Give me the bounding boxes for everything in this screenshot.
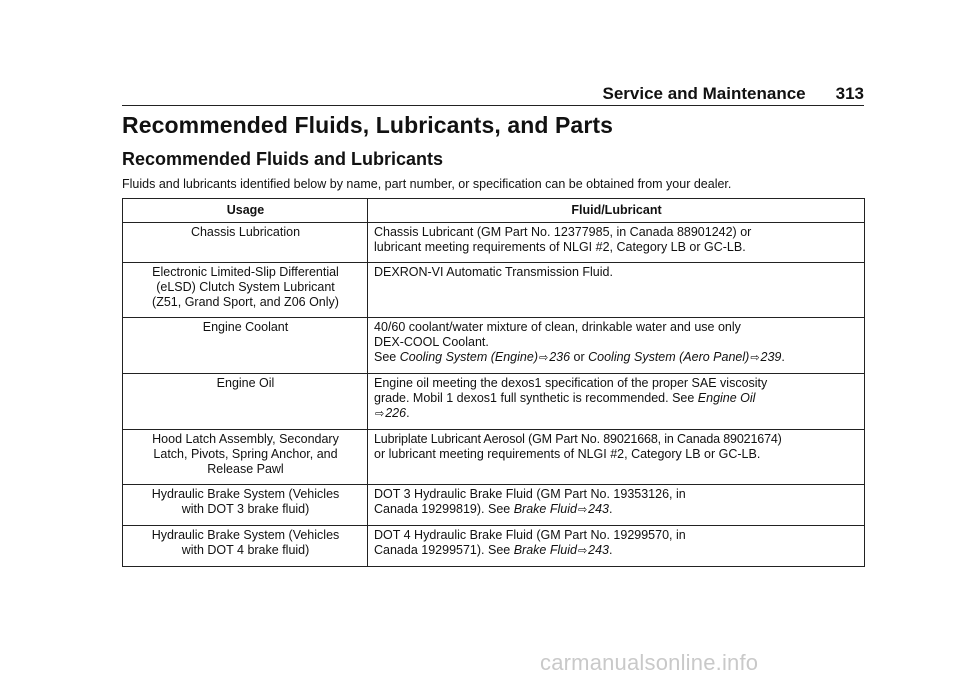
fluid-text: 40/60 coolant/water mixture of clean, drinkable water and use only [374, 320, 741, 334]
usage-text: Hood Latch Assembly, Secondary [152, 432, 339, 446]
usage-text: Engine Coolant [202, 320, 289, 334]
usage-text: Electronic Limited-Slip Differential [152, 265, 339, 279]
fluid-text: or lubricant meeting requirements of NLGI #2, Category LB or GC-LB. [374, 447, 761, 461]
fluid-cell [368, 526, 865, 567]
cross-reference-link[interactable]: Brake Fluid [513, 502, 577, 516]
fluid-text: Canada 19299571). See [374, 543, 514, 557]
table-row [123, 223, 865, 263]
fluid-text: DEXRON-VI Automatic Transmission Fluid. [374, 265, 613, 279]
ref-suffix: . [609, 543, 613, 557]
page-arrow-icon: ⇨ [577, 545, 588, 557]
fluid-text: lubricant meeting requirements of NLGI #2, Category LB or GC-LB. [374, 240, 746, 254]
fluid-cell [368, 485, 865, 526]
cross-reference-link[interactable]: Cooling System (Engine) [399, 350, 538, 364]
usage-text: Latch, Pivots, Spring Anchor, and [153, 447, 338, 461]
fluid-cell [368, 223, 865, 263]
page-arrow-icon: ⇨ [538, 352, 549, 364]
fluid-column-header: Fluid/Lubricant [368, 199, 865, 223]
ref-suffix: . [406, 406, 410, 420]
fluids-table [122, 198, 865, 567]
usage-text: Engine Oil [216, 376, 275, 390]
intro-text: Fluids and lubricants identified below by name, part number, or specification can be obtained from your dealer. [122, 177, 732, 191]
fluid-text: Engine oil meeting the dexos1 specification of the proper SAE viscosity [374, 376, 768, 390]
fluid-text: DOT 3 Hydraulic Brake Fluid (GM Part No. 19353126, in [374, 487, 686, 501]
page-header [122, 84, 864, 106]
cross-reference-link[interactable]: Brake Fluid [513, 543, 577, 557]
page-number: 313 [835, 84, 864, 103]
watermark: carmanualsonline.info [540, 650, 759, 675]
see-line [374, 350, 859, 366]
table-row [123, 526, 865, 567]
cross-reference-link[interactable]: Cooling System (Aero Panel) [588, 350, 750, 364]
usage-cell [123, 223, 368, 263]
page-arrow-icon: ⇨ [750, 352, 760, 364]
table-row [123, 263, 865, 318]
page-reference[interactable]: 236 [549, 350, 571, 364]
fluid-text-with-ref [374, 391, 859, 406]
cross-reference-link[interactable]: Engine Oil [697, 391, 756, 405]
see-joiner: or [570, 350, 589, 364]
usage-cell [123, 430, 368, 485]
see-prefix: See [374, 350, 400, 364]
fluid-text: DEX-COOL Coolant. [374, 335, 489, 349]
usage-text: with DOT 3 brake fluid) [181, 502, 310, 516]
fluid-text: DOT 4 Hydraulic Brake Fluid (GM Part No. 19299570, in [374, 528, 686, 542]
fluid-cell [368, 430, 865, 485]
fluid-text: Lubriplate Lubricant Aerosol (GM Part No. 89021668, in Canada 89021674) [374, 432, 782, 446]
usage-text: Hydraulic Brake System (Vehicles [151, 528, 340, 542]
usage-column-header: Usage [123, 199, 368, 223]
usage-text: (Z51, Grand Sport, and Z06 Only) [152, 295, 339, 309]
table-row [123, 430, 865, 485]
fluid-text-with-ref [374, 543, 859, 559]
section-title: Service and Maintenance [602, 84, 806, 103]
page-title: Recommended Fluids, Lubricants, and Parts [122, 112, 614, 138]
table-header-row [123, 199, 865, 223]
table-row [123, 318, 865, 374]
section-subtitle: Recommended Fluids and Lubricants [122, 149, 444, 169]
fluid-cell [368, 318, 865, 374]
see-suffix: . [781, 350, 785, 364]
usage-text: Hydraulic Brake System (Vehicles [151, 487, 340, 501]
usage-cell [123, 318, 368, 374]
usage-text: (eLSD) Clutch System Lubricant [156, 280, 335, 294]
page-arrow-icon: ⇨ [375, 408, 385, 420]
fluid-cell [368, 374, 865, 430]
page-reference[interactable]: 226 [385, 406, 407, 420]
ref-suffix: . [609, 502, 613, 516]
table-row [123, 485, 865, 526]
page-reference[interactable]: 243 [588, 543, 610, 557]
page-reference[interactable]: 239 [760, 350, 782, 364]
page-ref-line [374, 406, 859, 422]
usage-text: Chassis Lubrication [190, 225, 301, 239]
usage-cell [123, 485, 368, 526]
fluid-text: Chassis Lubricant (GM Part No. 12377985, in Canada 88901242) or [374, 225, 752, 239]
fluid-text-with-ref [374, 502, 859, 518]
usage-text: Release Pawl [207, 462, 284, 476]
fluid-text: grade. Mobil 1 dexos1 full synthetic is recommended. See [374, 391, 698, 405]
usage-cell [123, 263, 368, 318]
table-row [123, 374, 865, 430]
fluid-cell [368, 263, 865, 318]
usage-cell [123, 526, 368, 567]
fluid-text: Canada 19299819). See [374, 502, 514, 516]
usage-text: with DOT 4 brake fluid) [181, 543, 310, 557]
usage-cell [123, 374, 368, 430]
page-reference[interactable]: 243 [588, 502, 610, 516]
page-arrow-icon: ⇨ [577, 504, 588, 516]
